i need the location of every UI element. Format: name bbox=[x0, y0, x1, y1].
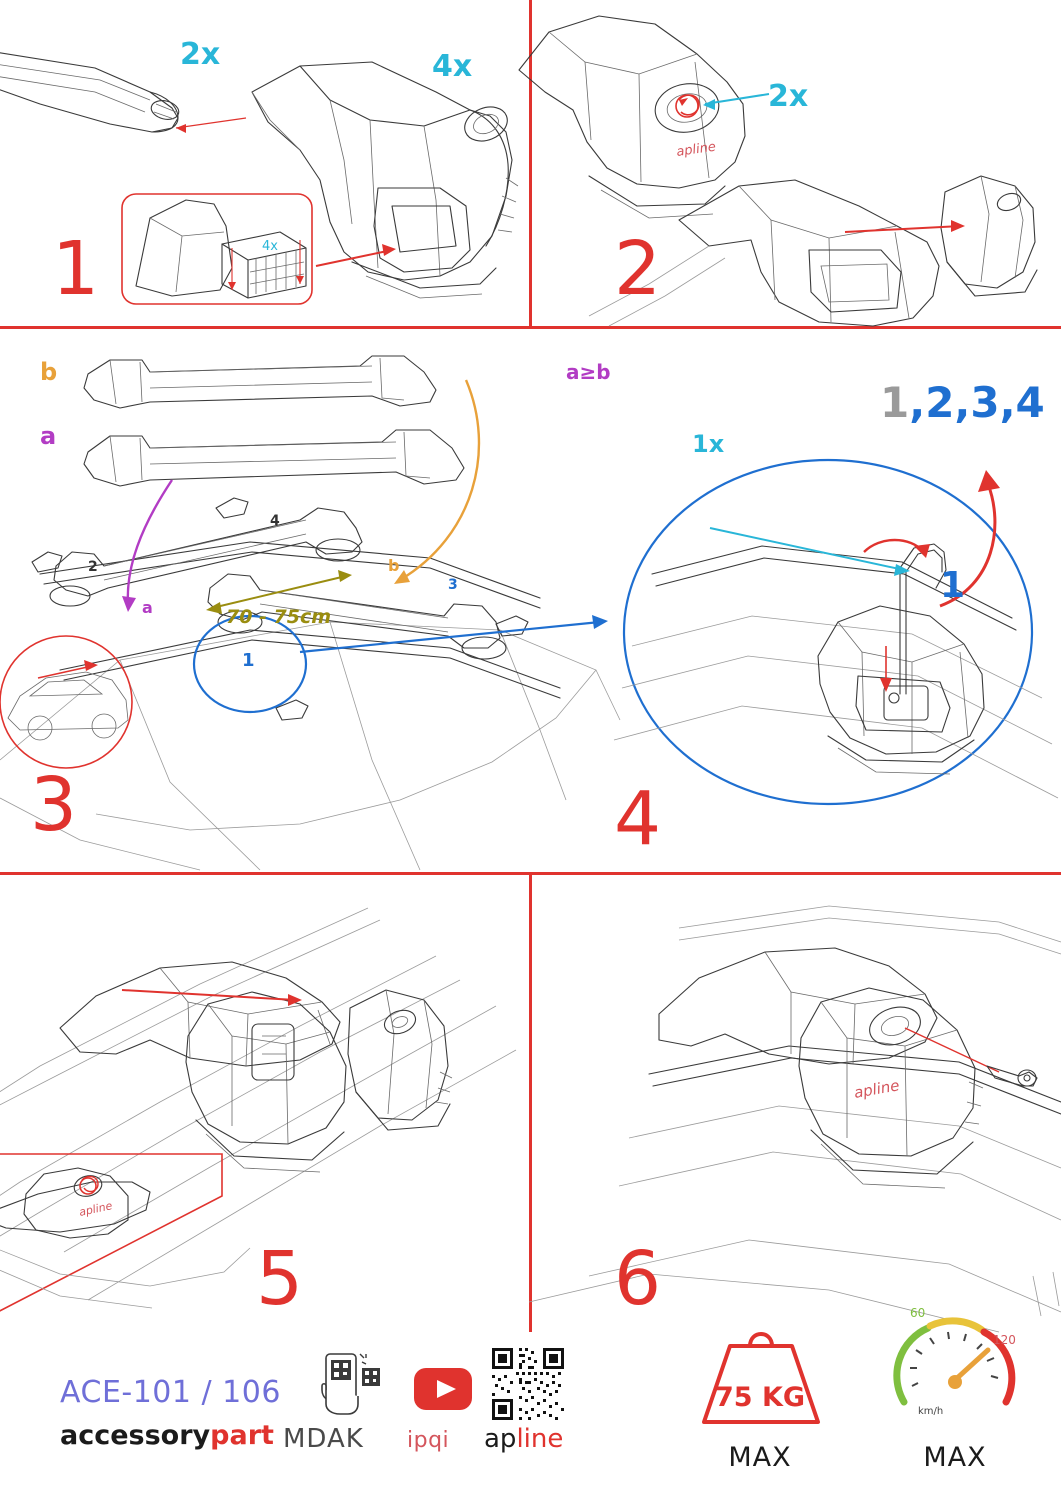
brand-accessorypart-part1: accessory bbox=[60, 1420, 211, 1451]
svg-text:apline: apline bbox=[77, 1199, 114, 1219]
gauge-unit: km/h bbox=[918, 1406, 944, 1417]
step3-illustration bbox=[0, 330, 620, 870]
brand-apline-part1: ap bbox=[484, 1424, 517, 1454]
brand-accessorypart bbox=[60, 1420, 274, 1451]
step4-sequence-tail: ,2,3,4 bbox=[909, 378, 1045, 427]
step3-bar-label-b: b bbox=[40, 358, 58, 386]
step3-pos-b: b bbox=[388, 556, 400, 575]
step5-number: 5 bbox=[256, 1236, 303, 1322]
step3-marker-2: 2 bbox=[88, 559, 98, 575]
step4-relation: a≥b bbox=[566, 360, 611, 384]
step3-number: 3 bbox=[30, 762, 77, 848]
step3-distance: 70 - 75cm bbox=[226, 606, 332, 628]
max-load-value: 75 KG bbox=[714, 1382, 806, 1413]
max-speed-gauge-icon bbox=[890, 1306, 1020, 1428]
step1-number: 1 bbox=[52, 226, 99, 312]
youtube-icon[interactable] bbox=[414, 1368, 472, 1410]
gauge-min-tick: 60 bbox=[910, 1306, 926, 1320]
brand-mdak: MDAK bbox=[283, 1424, 364, 1454]
step2-screw-qty: 2x bbox=[768, 79, 809, 114]
step1-bar-qty: 2x bbox=[180, 37, 221, 72]
step1-pad-qty: 4x bbox=[262, 239, 278, 254]
step1-foot-qty: 4x bbox=[432, 49, 473, 84]
svg-text:apline: apline bbox=[675, 139, 717, 160]
svg-text:apline: apline bbox=[852, 1076, 901, 1102]
step2-illustration bbox=[529, 0, 1061, 326]
step6-number: 6 bbox=[614, 1236, 661, 1322]
max-load-caption: MAX bbox=[728, 1442, 792, 1473]
model-code: ACE-101 / 106 bbox=[60, 1375, 281, 1410]
step3-marker-1: 1 bbox=[242, 650, 255, 671]
brand-apline-part2: line bbox=[516, 1424, 564, 1454]
brand-apline bbox=[484, 1424, 563, 1454]
step3-pos-a: a bbox=[142, 598, 153, 617]
phone-scan-icon bbox=[318, 1352, 384, 1416]
brand-ipqi: ipqi bbox=[407, 1428, 450, 1453]
step3-marker-3: 3 bbox=[448, 577, 458, 593]
brand-accessorypart-part2: part bbox=[210, 1420, 274, 1451]
step2-number: 2 bbox=[614, 226, 661, 312]
step4-sequence bbox=[880, 378, 1045, 427]
qr-code bbox=[492, 1348, 564, 1420]
step6-illustration bbox=[529, 876, 1061, 1332]
step3-bar-label-a: a bbox=[40, 422, 57, 450]
step4-illustration bbox=[612, 440, 1061, 860]
step4-torque-order: 1 bbox=[940, 565, 966, 606]
gauge-max-tick: 120 bbox=[993, 1333, 1016, 1347]
step4-tool-qty: 1x bbox=[692, 430, 725, 458]
divider-top bbox=[0, 326, 1061, 329]
step4-number: 4 bbox=[614, 776, 661, 862]
step3-marker-4: 4 bbox=[270, 513, 280, 529]
step4-sequence-first: 1 bbox=[880, 378, 910, 427]
max-speed-caption: MAX bbox=[923, 1442, 987, 1473]
